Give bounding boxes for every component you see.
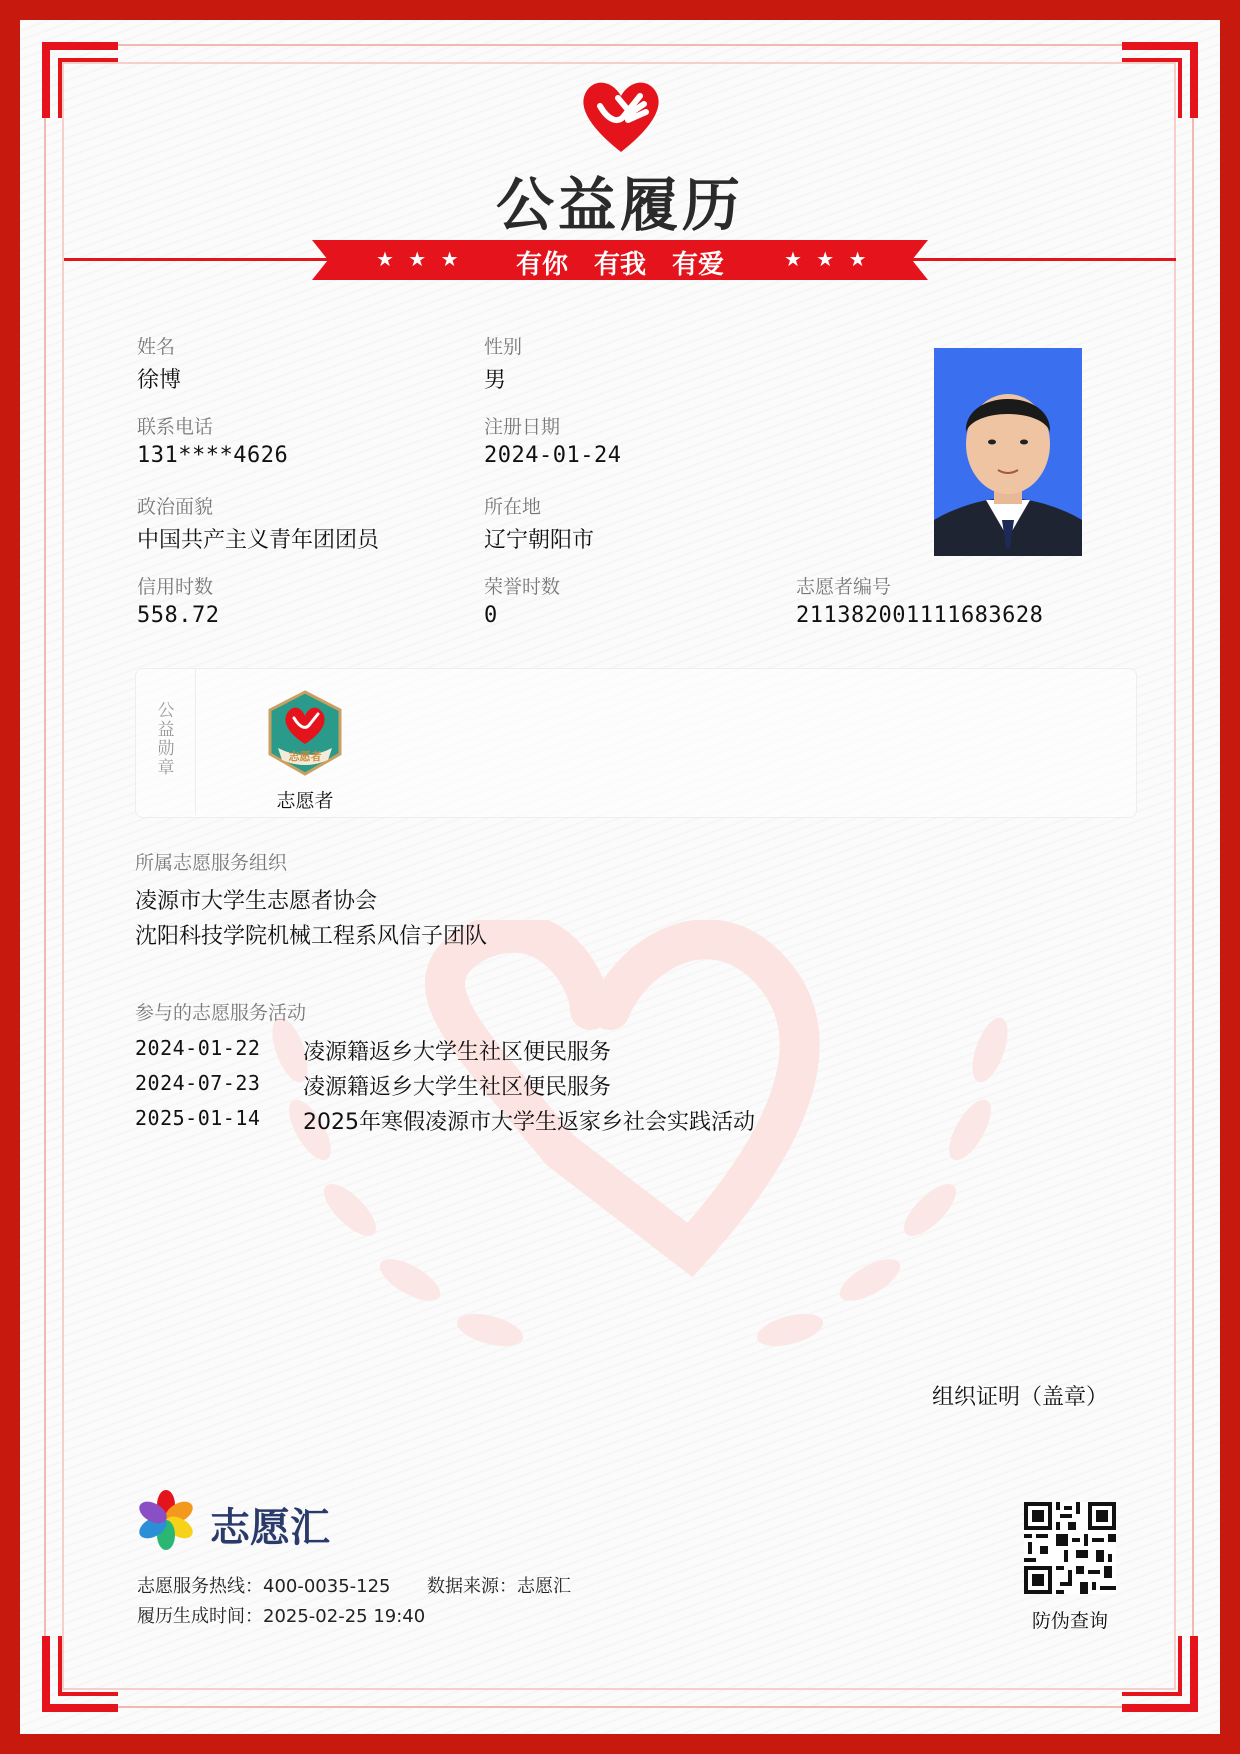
medal-section-char: 勋 — [157, 739, 175, 759]
generated-time-text: 履历生成时间：2025-02-25 19:40 — [137, 1606, 426, 1627]
organization-item: 凌源市大学生志愿者协会 — [135, 889, 378, 914]
activity-name: 2025年寒假凌源市大学生返家乡社会实践活动 — [303, 1110, 755, 1135]
honor-hours-value: 0 — [484, 603, 498, 628]
phone-value: 131****4626 — [137, 443, 289, 468]
medal-section-label — [155, 702, 177, 778]
hotline-text: 志愿服务热线：400-0035-125 — [137, 1576, 391, 1597]
slogan-stars-left: ★ ★ ★ — [376, 247, 463, 271]
gender-value: 男 — [484, 368, 507, 393]
profile-photo — [934, 348, 1082, 556]
activities-label: 参与的志愿服务活动 — [135, 1002, 307, 1024]
corner-ornament-top-left — [42, 42, 122, 122]
anti-counterfeit-qr-code[interactable] — [1024, 1502, 1116, 1594]
activity-date: 2024-01-22 — [135, 1036, 261, 1060]
volunteer-id-label: 志愿者编号 — [796, 576, 892, 598]
data-source-text: 数据来源：志愿汇 — [427, 1576, 571, 1597]
activity-date: 2024-07-23 — [135, 1071, 261, 1095]
volunteer-id-value: 211382001111683628 — [796, 603, 1044, 628]
inner-frame — [62, 62, 1176, 1690]
corner-ornament-bottom-left — [42, 1632, 122, 1712]
medal-panel-divider — [195, 669, 196, 815]
reg-date-value: 2024-01-24 — [484, 443, 622, 468]
name-value: 徐博 — [137, 368, 182, 393]
activity-name: 凌源籍返乡大学生社区便民服务 — [303, 1040, 612, 1065]
reg-date-label: 注册日期 — [484, 416, 561, 438]
organization-item: 沈阳科技学院机械工程系风信子团队 — [135, 924, 488, 949]
phone-label: 联系电话 — [137, 416, 214, 438]
medal-section-char: 益 — [157, 720, 175, 740]
slogan-stars-right: ★ ★ ★ — [784, 247, 871, 271]
organizations-label: 所属志愿服务组织 — [135, 852, 288, 874]
heart-hand-logo-icon — [578, 76, 664, 156]
political-label: 政治面貌 — [137, 496, 214, 518]
gender-label: 性别 — [484, 336, 523, 358]
political-value: 中国共产主义青年团团员 — [137, 528, 380, 553]
brand-name: 志愿汇 — [210, 1505, 330, 1551]
credit-hours-label: 信用时数 — [137, 576, 214, 598]
corner-ornament-bottom-right — [1118, 1632, 1198, 1712]
medal-label: 志愿者 — [276, 790, 334, 812]
medal-badge-text: 志愿者 — [288, 750, 322, 763]
location-label: 所在地 — [484, 496, 542, 518]
honor-hours-label: 荣誉时数 — [484, 576, 561, 598]
slogan-text: 有你 有我 有爱 — [515, 250, 724, 280]
medal-section-char: 章 — [157, 758, 175, 778]
location-value: 辽宁朝阳市 — [484, 528, 595, 553]
corner-ornament-top-right — [1118, 42, 1198, 122]
qr-caption: 防伪查询 — [1031, 1610, 1108, 1632]
activity-date: 2025-01-14 — [135, 1106, 261, 1130]
page-title: 公益履历 — [495, 171, 744, 239]
medal-section-char: 公 — [157, 701, 175, 721]
name-label: 姓名 — [137, 336, 176, 358]
stamp-caption: 组织证明（盖章） — [932, 1385, 1109, 1410]
volunteer-medal-icon — [264, 688, 346, 778]
activity-name: 凌源籍返乡大学生社区便民服务 — [303, 1075, 612, 1100]
zhiyuanhui-logo-icon — [134, 1488, 198, 1552]
credit-hours-value: 558.72 — [137, 603, 220, 628]
